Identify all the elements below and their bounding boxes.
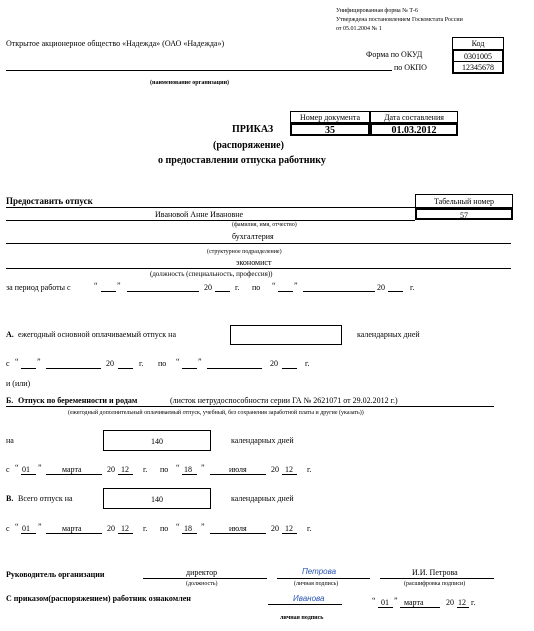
section-v-quote1: “	[15, 522, 19, 531]
grant-top-line	[6, 207, 415, 208]
section-v-from-year-line	[118, 533, 133, 534]
section-b-to-year: 12	[285, 465, 293, 474]
section-a-to-month-line	[207, 368, 262, 369]
section-b-from-day: 01	[22, 465, 30, 474]
section-v-letter: В.	[6, 494, 14, 503]
section-b-days-suffix: календарных дней	[231, 436, 294, 445]
section-a-quote4: ”	[198, 357, 202, 366]
org-name-line	[6, 70, 392, 71]
section-a-g2: г.	[305, 359, 310, 368]
section-a-from-day-line	[21, 368, 36, 369]
ack-signature-line	[268, 604, 342, 605]
ack-month-line	[400, 607, 440, 608]
ack-g: г.	[471, 598, 476, 607]
org-caption: (наименование организации)	[150, 80, 230, 86]
section-b-quote1: “	[15, 463, 19, 472]
tab-number-value: 57	[415, 208, 513, 220]
head-signature-line	[277, 578, 370, 579]
section-a-quote3: “	[176, 357, 180, 366]
section-v-quote2: ”	[38, 522, 42, 531]
section-b-from-month: марта	[62, 465, 82, 474]
ack-day-line	[378, 607, 393, 608]
doc-date-header: Дата составления	[370, 111, 458, 123]
grant-label: Предоставить отпуск	[6, 196, 93, 206]
form-header-line2: Утверждена постановлением Госкомстата России	[336, 17, 463, 23]
head-position-line	[143, 578, 267, 579]
section-a-po: по	[158, 359, 167, 368]
okud-label: Форма по ОКУД	[366, 50, 423, 59]
section-b-letter: Б.	[6, 396, 14, 405]
section-a-from-prefix: с	[6, 359, 10, 368]
section-b-from-month-line	[46, 474, 102, 475]
section-v-quote4: ”	[201, 522, 205, 531]
section-b-line	[6, 406, 494, 407]
section-b-g1: г.	[143, 465, 148, 474]
period-from-month-line	[127, 291, 199, 292]
section-a-year2: 20	[270, 359, 278, 368]
position-caption: (должность (специальность, профессия))	[150, 270, 273, 278]
doc-number: 35	[290, 123, 370, 136]
section-v-from-month: марта	[62, 524, 82, 533]
section-b-to-year-line	[282, 474, 297, 475]
section-a-or: и (или)	[6, 379, 31, 388]
section-b-days-input[interactable]: 140	[103, 430, 211, 451]
period-year1: 20	[204, 283, 212, 292]
section-b-quote2: ”	[38, 463, 42, 472]
okpo-label: по ОКПО	[394, 63, 427, 72]
period-year1-line	[215, 291, 230, 292]
head-position: директор	[186, 568, 218, 577]
section-v-days-suffix: календарных дней	[231, 494, 294, 503]
head-name-caption: (расшифровка подписи)	[404, 581, 466, 587]
section-a-to-day-line	[182, 368, 197, 369]
section-b-to-day: 18	[184, 465, 192, 474]
section-b-g2: г.	[307, 465, 312, 474]
org-name: Открытое акционерное общество «Надежда» (ОАО «Надежда»)	[6, 39, 225, 48]
section-a-days-suffix: календарных дней	[357, 330, 420, 339]
department: бухгалтерия	[232, 232, 274, 241]
section-v-to-month: июля	[229, 524, 247, 533]
section-v-to-month-line	[210, 533, 266, 534]
ack-label: С приказом(распоряжением) работник ознакомлен	[6, 594, 191, 603]
section-b-to-day-line	[182, 474, 197, 475]
section-b-detail: (листок нетрудоспособности серии ГА № 2621071 от 29.02.2012 г.)	[170, 396, 398, 405]
period-from-day-line	[101, 291, 116, 292]
employee-name: Ивановой Анне Ивановне	[155, 210, 244, 219]
section-b-quote4: ”	[201, 463, 205, 472]
ack-quote1: “	[372, 596, 376, 605]
period-quote3: “	[272, 281, 276, 290]
section-v-from-prefix: с	[6, 524, 10, 533]
position-line	[6, 268, 511, 269]
section-b-po: по	[160, 465, 169, 474]
section-v-to-day: 18	[184, 524, 192, 533]
employee-caption: (фамилия, имя, отчество)	[232, 222, 297, 228]
section-v-to-day-line	[182, 533, 197, 534]
section-b-caption: (ежегодный дополнительный оплачиваемый отпуск, учебный, без сохранения заработной платы и другие (указать))	[68, 410, 364, 416]
period-g2: г.	[410, 283, 415, 292]
period-to-day-line	[278, 291, 293, 292]
section-b-from-year: 12	[121, 465, 129, 474]
period-to-month-line	[303, 291, 375, 292]
doc-number-header: Номер документа	[290, 111, 370, 123]
section-b-quote3: “	[176, 463, 180, 472]
form-header-line3: от 05.01.2004 № 1	[336, 26, 382, 32]
section-a-year1: 20	[106, 359, 114, 368]
head-position-caption: (должность)	[186, 581, 218, 587]
section-a-from-month-line	[46, 368, 101, 369]
section-b-from-year-prefix: 20	[107, 465, 115, 474]
section-a-year2-line	[282, 368, 297, 369]
section-v-from-year: 12	[121, 524, 129, 533]
period-year2-line	[388, 291, 403, 292]
ack-day: 01	[381, 598, 389, 607]
head-signature: Петрова	[302, 567, 337, 576]
section-v-from-day: 01	[22, 524, 30, 533]
period-g1: г.	[235, 283, 240, 292]
title-subject: о предоставлении отпуска работнику	[158, 155, 326, 166]
section-v-g2: г.	[307, 524, 312, 533]
department-line	[6, 243, 511, 244]
section-v-from-month-line	[46, 533, 102, 534]
section-v-to-year-prefix: 20	[271, 524, 279, 533]
section-v-label: Всего отпуск на	[18, 494, 73, 503]
section-a-letter: А.	[6, 330, 14, 339]
title-prikaz: ПРИКАЗ	[232, 124, 274, 135]
section-a-label: ежегодный основной оплачиваемый отпуск на	[18, 330, 176, 339]
section-b-na: на	[6, 436, 14, 445]
head-name-line	[380, 578, 494, 579]
section-b-from-year-line	[118, 474, 133, 475]
head-signature-caption: (личная подпись)	[294, 581, 339, 587]
ack-month: марта	[404, 598, 424, 607]
tab-number-header: Табельный номер	[415, 194, 513, 208]
ack-year: 12	[458, 598, 466, 607]
doc-date: 01.03.2012	[370, 123, 458, 136]
period-prefix: за период работы с	[6, 283, 71, 292]
section-a-days-input[interactable]	[230, 325, 342, 345]
section-b-to-month-line	[210, 474, 266, 475]
section-v-from-day-line	[21, 533, 36, 534]
period-quote2: ”	[117, 281, 121, 290]
section-v-po: по	[160, 524, 169, 533]
section-v-g1: г.	[143, 524, 148, 533]
section-v-to-year-line	[282, 533, 297, 534]
ack-quote2: ”	[394, 596, 398, 605]
ack-year-prefix: 20	[446, 598, 454, 607]
section-b-label: Отпуск по беременности и родам	[18, 396, 138, 405]
department-caption: (структурное подразделение)	[207, 249, 282, 255]
ack-signature-caption: личная подпись	[280, 615, 324, 621]
position: экономист	[236, 258, 272, 267]
employee-line	[6, 220, 415, 221]
section-v-quote3: “	[176, 522, 180, 531]
form-header-line1: Унифицированная форма № Т-6	[336, 8, 419, 14]
section-v-to-year: 12	[285, 524, 293, 533]
head-label: Руководитель организации	[6, 570, 105, 579]
section-a-quote1: “	[15, 357, 19, 366]
section-v-days-input[interactable]: 140	[103, 488, 211, 509]
section-a-quote2: ”	[37, 357, 41, 366]
period-quote1: “	[94, 281, 98, 290]
okud-value: 0301005	[452, 49, 504, 62]
period-year2: 20	[377, 283, 385, 292]
section-v-from-year-prefix: 20	[107, 524, 115, 533]
section-b-to-month: июля	[229, 465, 247, 474]
section-b-from-prefix: с	[6, 465, 10, 474]
title-rasporyazhenie: (распоряжение)	[213, 140, 284, 151]
ack-signature: Иванова	[293, 594, 325, 603]
section-a-g1: г.	[139, 359, 144, 368]
okpo-value: 12345678	[452, 61, 504, 74]
codes-header: Код	[452, 37, 504, 50]
period-po: по	[252, 283, 261, 292]
section-b-from-day-line	[21, 474, 36, 475]
section-a-year1-line	[118, 368, 133, 369]
section-b-to-year-prefix: 20	[271, 465, 279, 474]
head-name: И.И. Петрова	[412, 568, 458, 577]
period-quote4: ”	[294, 281, 298, 290]
ack-year-line	[457, 607, 469, 608]
